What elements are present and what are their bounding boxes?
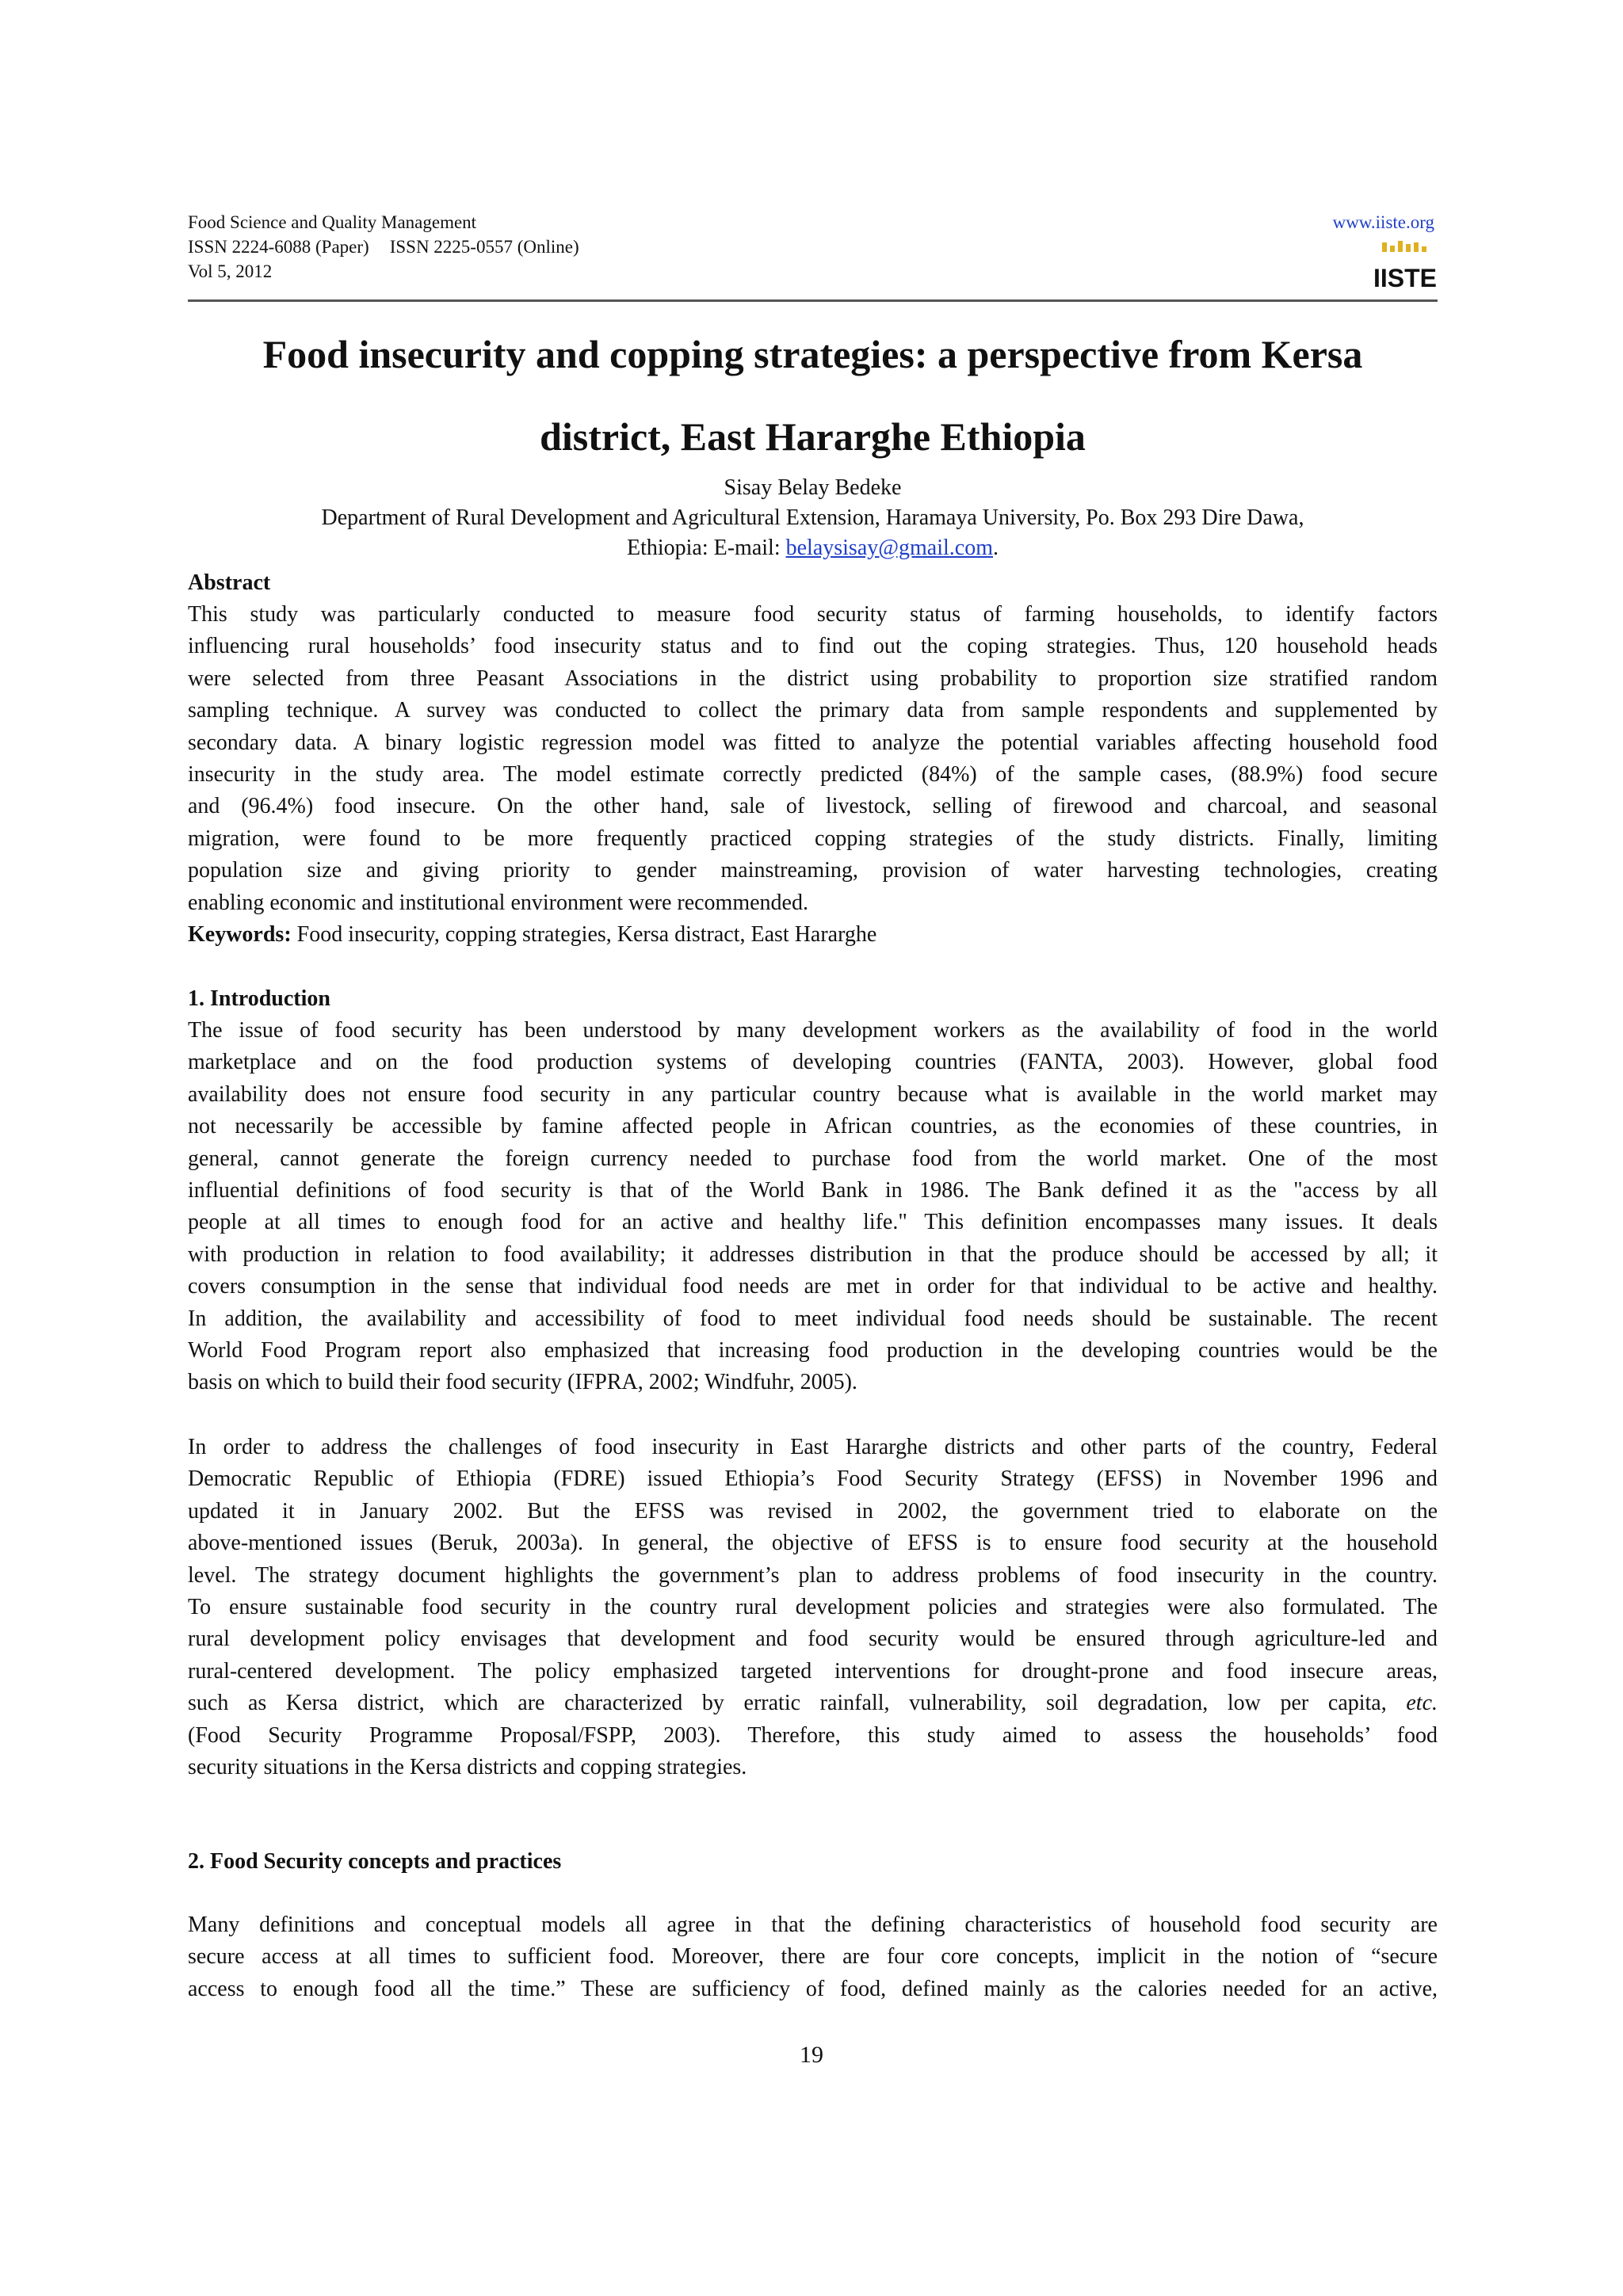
body-line: with production in relation to food availability; it addresses distribution in that the produce should be accessed by all; it <box>188 1241 1438 1267</box>
body-line-italic: etc. <box>1406 1691 1438 1716</box>
body-line: The issue of food security has been understood by many development workers as the availability of food in the world <box>188 1018 1438 1043</box>
body-line: rural development policy envisages that development and food security would be ensured through agriculture-led and <box>188 1627 1438 1652</box>
author-email-link[interactable]: belaysisay@gmail.com <box>785 536 994 560</box>
abstract-line: This study was particularly conducted to measure food security status of farming households, to identify factors <box>188 602 1438 627</box>
body-line: secure access at all times to sufficient food. Moreover, there are four core concepts, implicit in the notion of “secure <box>188 1944 1438 1970</box>
author-name: Sisay Belay Bedeke <box>724 475 902 500</box>
issn-online: ISSN 2225-0557 (Online) <box>389 237 579 257</box>
section-2-heading: 2. Food Security concepts and practices <box>188 1849 562 1874</box>
section-2-paragraph-1 <box>188 1909 1438 2005</box>
logo-text: IISTE <box>1373 264 1438 292</box>
section-1-heading: 1. Introduction <box>188 986 330 1011</box>
body-line: In addition, the availability and accessibility of food to meet individual food needs should be sustainable. The recent <box>188 1306 1438 1331</box>
iiste-logo <box>1373 239 1438 295</box>
body-line: above-mentioned issues (Beruk, 2003a). In general, the objective of EFSS is to ensure food security at the household <box>188 1531 1438 1556</box>
volume: Vol 5, 2012 <box>188 261 273 281</box>
abstract-line: secondary data. A binary logistic regression model was fitted to analyze the potential variables affecting household food <box>188 730 1438 755</box>
journal-url-link[interactable]: www.iiste.org <box>1332 212 1434 232</box>
paper-title-line-1: Food insecurity and copping strategies: a perspective from Kersa <box>262 332 1363 376</box>
affiliation-line-2 <box>188 533 1438 563</box>
body-line: (Food Security Programme Proposal/FSPP, 2003). Therefore, this study aimed to assess the households’ food <box>188 1722 1438 1748</box>
keywords-text: Food insecurity, copping strategies, Kersa distract, East Hararghe <box>291 922 877 947</box>
body-line: not necessarily be accessible by famine affected people in African countries, as the economies of these countries, in <box>188 1114 1438 1139</box>
section-1-paragraph-1 <box>188 1015 1438 1399</box>
abstract-line: population size and giving priority to gender mainstreaming, provision of water harvesting technologies, creating <box>188 858 1438 883</box>
abstract-line: influencing rural households’ food insecurity status and to find out the coping strategies. Thus, 120 household heads <box>188 634 1438 659</box>
affiliation-suffix: . <box>993 536 999 560</box>
abstract-body <box>188 599 1438 919</box>
body-line: availability does not ensure food security in any particular country because what is available in the world market may <box>188 1081 1438 1107</box>
page-number: 19 <box>800 2042 823 2068</box>
body-line: access to enough food all the time.” These are sufficiency of food, defined mainly as the calories needed for an active, <box>188 1976 1438 2001</box>
issn-line <box>188 235 579 259</box>
body-line: World Food Program report also emphasized that increasing food production in the developing countries would be the <box>188 1337 1438 1363</box>
keywords <box>188 919 1438 951</box>
affiliation-prefix: Ethiopia: E-mail: <box>626 536 786 560</box>
body-line: influential definitions of food security is that of the World Bank in 1986. The Bank defined it as the "access by all <box>188 1177 1438 1203</box>
body-line: covers consumption in the sense that individual food needs are met in order for that individual to be active and healthy. <box>188 1274 1438 1299</box>
body-line <box>188 1688 1438 1719</box>
body-line: rural-centered development. The policy emphasized targeted interventions for drought-prone and food insecure areas, <box>188 1658 1438 1684</box>
abstract-line: were selected from three Peasant Associations in the district using probability to proportion size stratified random <box>188 666 1438 691</box>
paper-title-line-2: district, East Hararghe Ethiopia <box>540 414 1086 459</box>
body-line: Many definitions and conceptual models all agree in that the defining characteristics of household food security are <box>188 1913 1438 1937</box>
body-line: updated it in January 2002. But the EFSS was revised in 2002, the government tried to elaborate on the <box>188 1498 1438 1524</box>
abstract-line: enabling economic and institutional environment were recommended. <box>188 890 808 915</box>
body-line: security situations in the Kersa districts and copping strategies. <box>188 1754 747 1779</box>
abstract-line: sampling technique. A survey was conducted to collect the primary data from sample respondents and supplemented by <box>188 698 1438 723</box>
journal-name: Food Science and Quality Management <box>188 212 477 232</box>
body-line: marketplace and on the food production systems of developing countries (FANTA, 2003). However, global food <box>188 1050 1438 1075</box>
body-line: To ensure sustainable food security in the country rural development policies and strategies were also formulated. The <box>188 1594 1438 1619</box>
abstract-line: insecurity in the study area. The model estimate correctly predicted (84%) of the sample cases, (88.9%) food secure <box>188 761 1438 787</box>
body-line: general, cannot generate the foreign currency needed to purchase food from the world market. One of the most <box>188 1146 1438 1171</box>
abstract-heading: Abstract <box>188 570 271 595</box>
body-line: level. The strategy document highlights the government’s plan to address problems of food insecurity in the country. <box>188 1562 1438 1588</box>
body-line: basis on which to build their food security (IFPRA, 2002; Windfuhr, 2005). <box>188 1370 857 1395</box>
body-line-text: such as Kersa district, which are characterized by erratic rainfall, vulnerability, soil degradation, low per capita, <box>188 1691 1407 1716</box>
issn-paper: ISSN 2224-6088 (Paper) <box>188 237 369 257</box>
abstract-line: and (96.4%) food insecure. On the other hand, sale of livestock, selling of firewood and charcoal, and seasonal <box>188 794 1438 819</box>
keywords-label: Keywords: <box>188 922 292 947</box>
body-line: people at all times to enough food for an active and healthy life." This definition encompasses many issues. It deals <box>188 1210 1438 1235</box>
body-line: In order to address the challenges of food insecurity in East Hararghe districts and other parts of the country, Federal <box>188 1435 1438 1459</box>
section-1-paragraph-2 <box>188 1432 1438 1783</box>
journal-header <box>188 209 1438 302</box>
abstract-line: migration, were found to be more frequently practiced copping strategies of the study districts. Finally, limiting <box>188 826 1438 851</box>
affiliation-line-1: Department of Rural Development and Agricultural Extension, Haramaya University, Po. Box 293 Dire Dawa, <box>321 505 1304 530</box>
body-line: Democratic Republic of Ethiopia (FDRE) issued Ethiopia’s Food Security Strategy (EFSS) in November 1996 and <box>188 1466 1438 1492</box>
